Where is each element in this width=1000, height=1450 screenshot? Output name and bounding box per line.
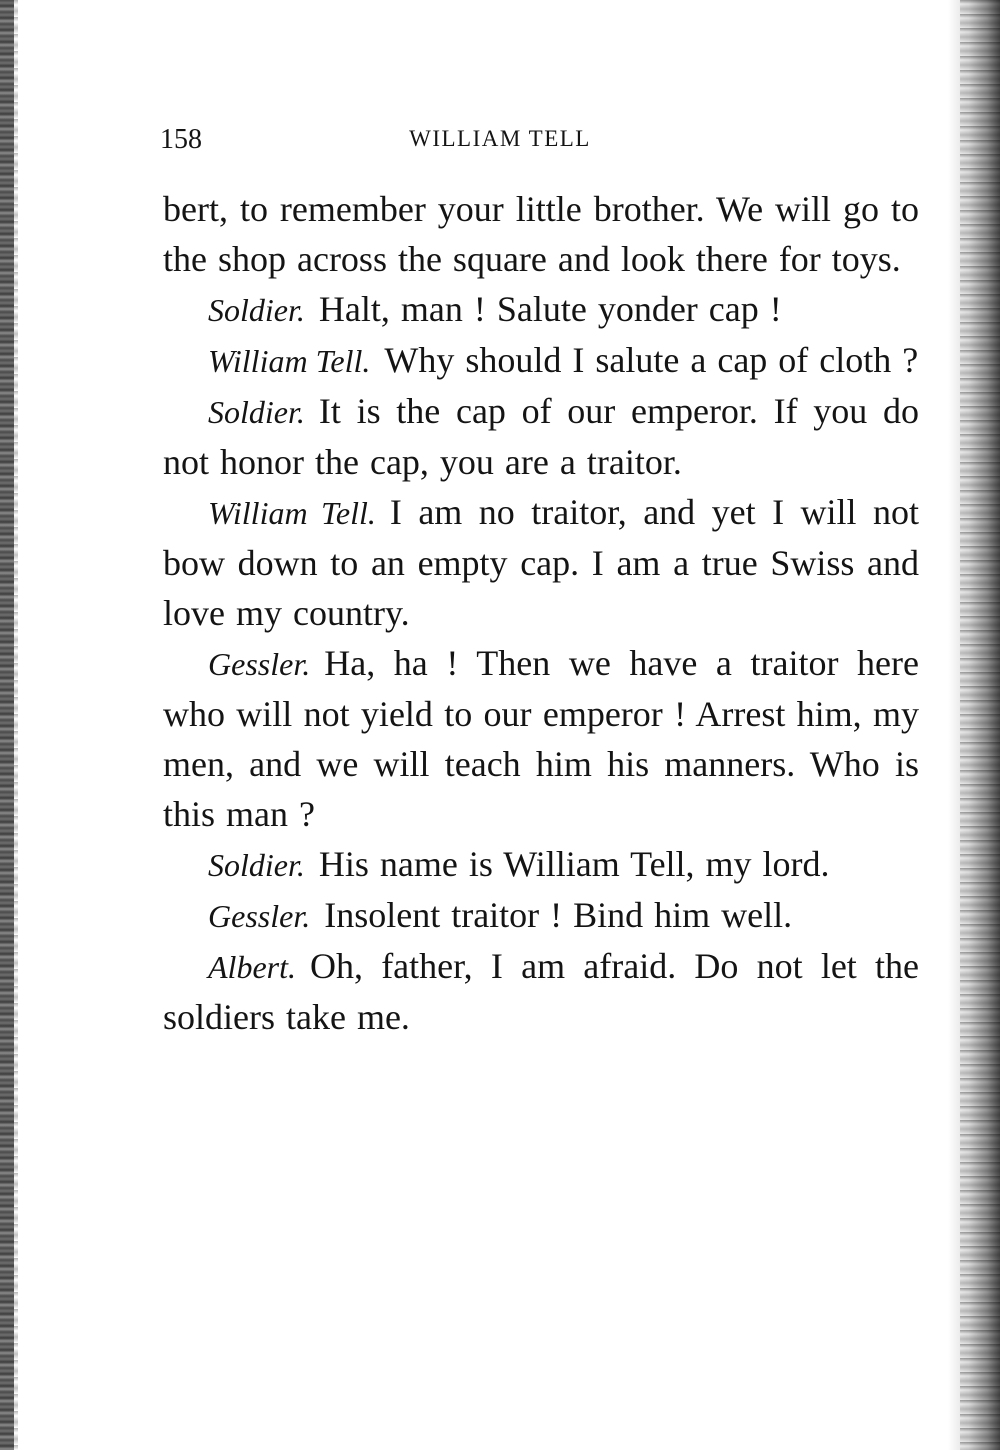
paragraph [163,184,919,284]
paragraph-text: bert, to remember your little brother. We will go to the shop across the square and look there for toys. [163,189,919,279]
dialogue-line [163,638,919,839]
dialogue-line [163,386,919,487]
dialogue-line [163,839,919,890]
dialogue-line [163,284,919,335]
scan-edge-left-highlight [14,0,18,1450]
running-title: WILLIAM TELL [409,126,591,151]
dialogue-text: Oh, father, I am afraid. Do not let the soldiers take me. [163,946,919,1037]
page-header [160,120,920,160]
dialogue-text: It is the cap of our emperor. If you do not honor the cap, you are a traitor. [163,391,919,482]
page-body [163,184,919,1042]
speaker-name: William Tell. [208,495,376,531]
page-number: 158 [160,124,202,155]
dialogue-line [163,890,919,941]
scan-edge-left [0,0,14,1450]
speaker-name: Soldier. [208,394,305,430]
speaker-name: Gessler. [208,898,311,934]
speaker-name: Gessler. [208,646,311,682]
speaker-name: Soldier. [208,292,305,328]
dialogue-text: Why should I salute a cap of cloth ? [384,340,919,380]
dialogue-text: Halt, man ! Salute yonder cap ! [318,289,782,329]
scan-edge-right-streaks [960,0,1000,1450]
dialogue-text: His name is William Tell, my lord. [318,844,830,884]
dialogue-line [163,335,919,386]
dialogue-line [163,487,919,638]
dialogue-text: Insolent traitor ! Bind him well. [324,895,793,935]
dialogue-text: I am no traitor, and yet I will not bow down to an empty cap. I am a true Swiss and love my country. [163,492,919,633]
dialogue-text: Ha, ha ! Then we have a traitor here who will not yield to our emperor ! Arrest him, my men, and we will teach him his manners. Who is this man ? [163,643,919,834]
speaker-name: Soldier. [208,847,305,883]
speaker-name: Albert. [208,949,296,985]
dialogue-line [163,941,919,1042]
speaker-name: William Tell. [208,343,371,379]
